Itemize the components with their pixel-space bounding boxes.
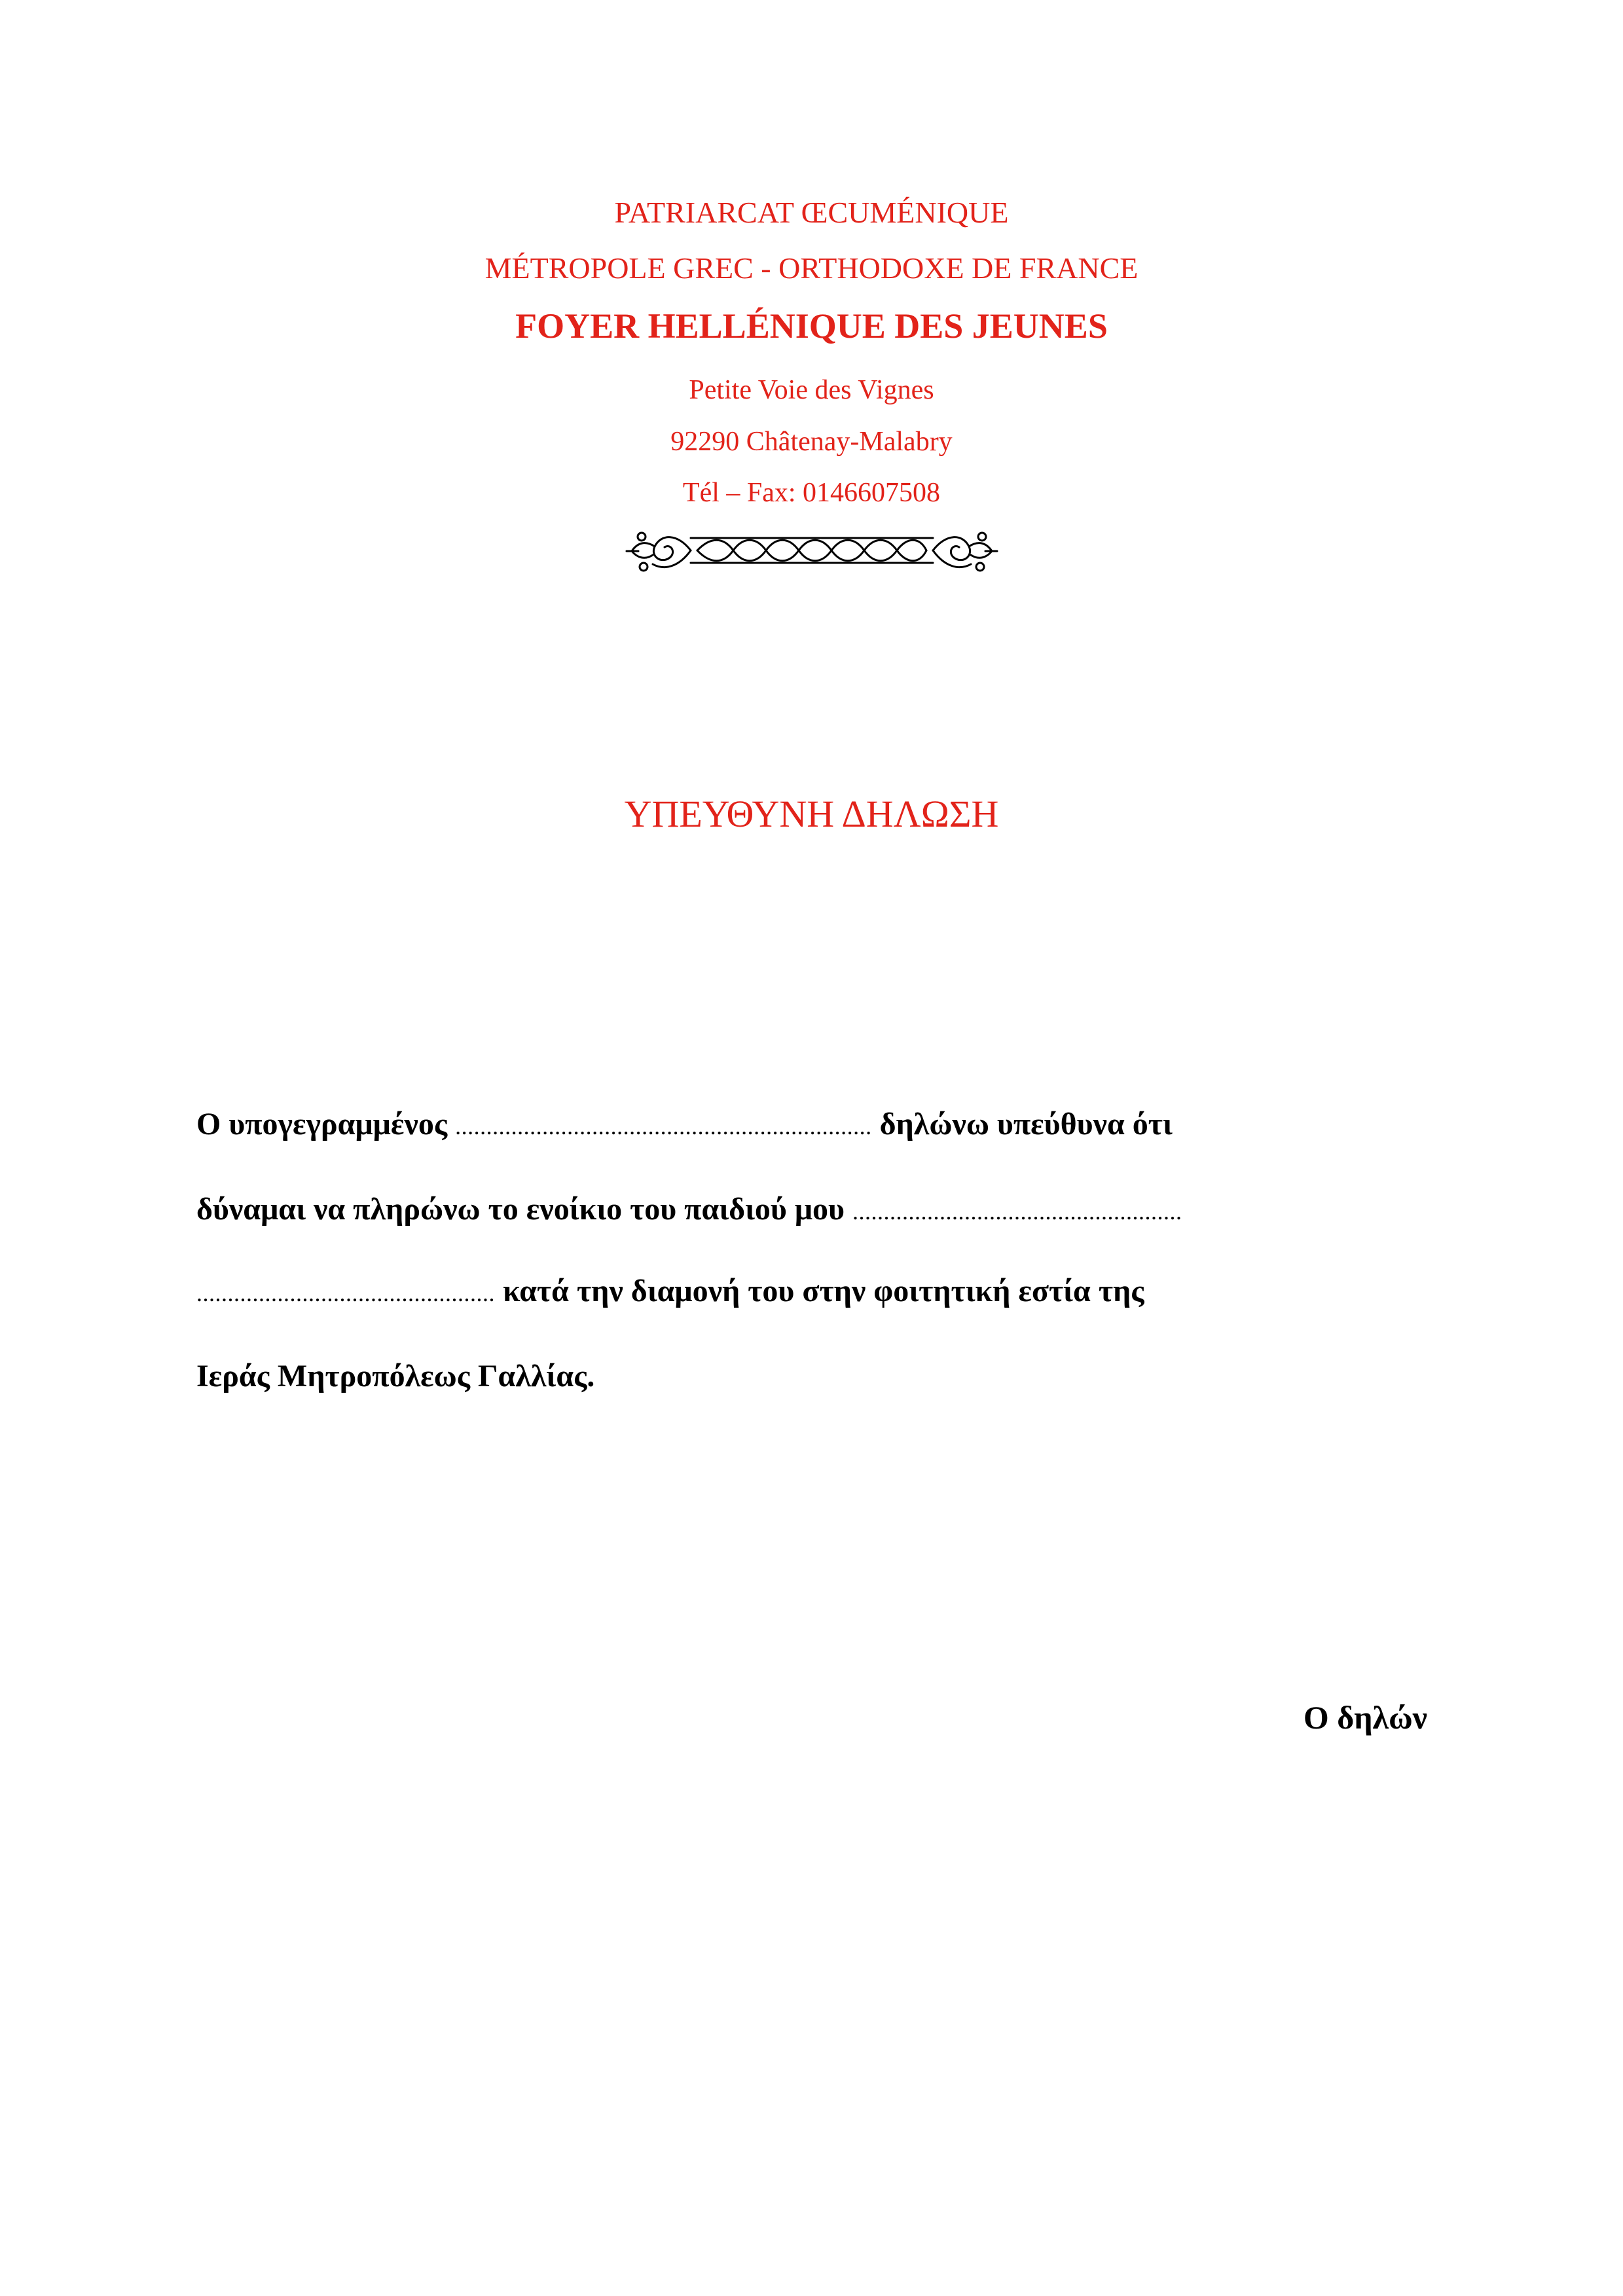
declaration-text: κατά την διαμονή του στην φοιτητική εστία της [503,1274,1144,1308]
declaration-text: δύναμαι να πληρώνω το ενοίκιο του παιδιού μου [196,1192,845,1227]
header-phone-fax: Tél – Fax: 0146607508 [682,478,941,508]
header-metropolis: MÉTROPOLE GREC - ORTHODOXE DE FRANCE [484,251,1139,285]
declaration-line-1 [196,1106,1427,1142]
declaration-text: Ο υπογεγραμμένος [196,1107,448,1141]
child-name-fill-in-field-continued[interactable]: ................................................ [196,1280,495,1306]
signature-label: Ο δηλών [1303,1699,1427,1736]
declaration-text: δηλώνω υπεύθυνα ότι [879,1107,1173,1141]
declaration-line-2 [196,1191,1427,1227]
header-patriarchate: PATRIARCAT ŒCUMÉNIQUE [614,196,1009,229]
header-address-street: Petite Voie des Vignes [689,375,934,405]
child-name-fill-in-field[interactable]: ..................................................... [852,1198,1182,1225]
header-org-name: FOYER HELLÉNIQUE DES JEUNES [515,306,1108,346]
declaration-line-4 [196,1358,1427,1394]
header-address-city: 92290 Châtenay-Malabry [670,427,953,457]
declaration-text: Ιεράς Μητροπόλεως Γαλλίας. [196,1359,595,1393]
decorative-scroll-ornament-icon [625,524,998,577]
name-fill-in-field[interactable]: ................................................................... [455,1113,872,1139]
document-title: ΥΠΕΥΘΥΝΗ ΔΗΛΩΣΗ [624,793,999,835]
declaration-line-3 [196,1273,1427,1309]
